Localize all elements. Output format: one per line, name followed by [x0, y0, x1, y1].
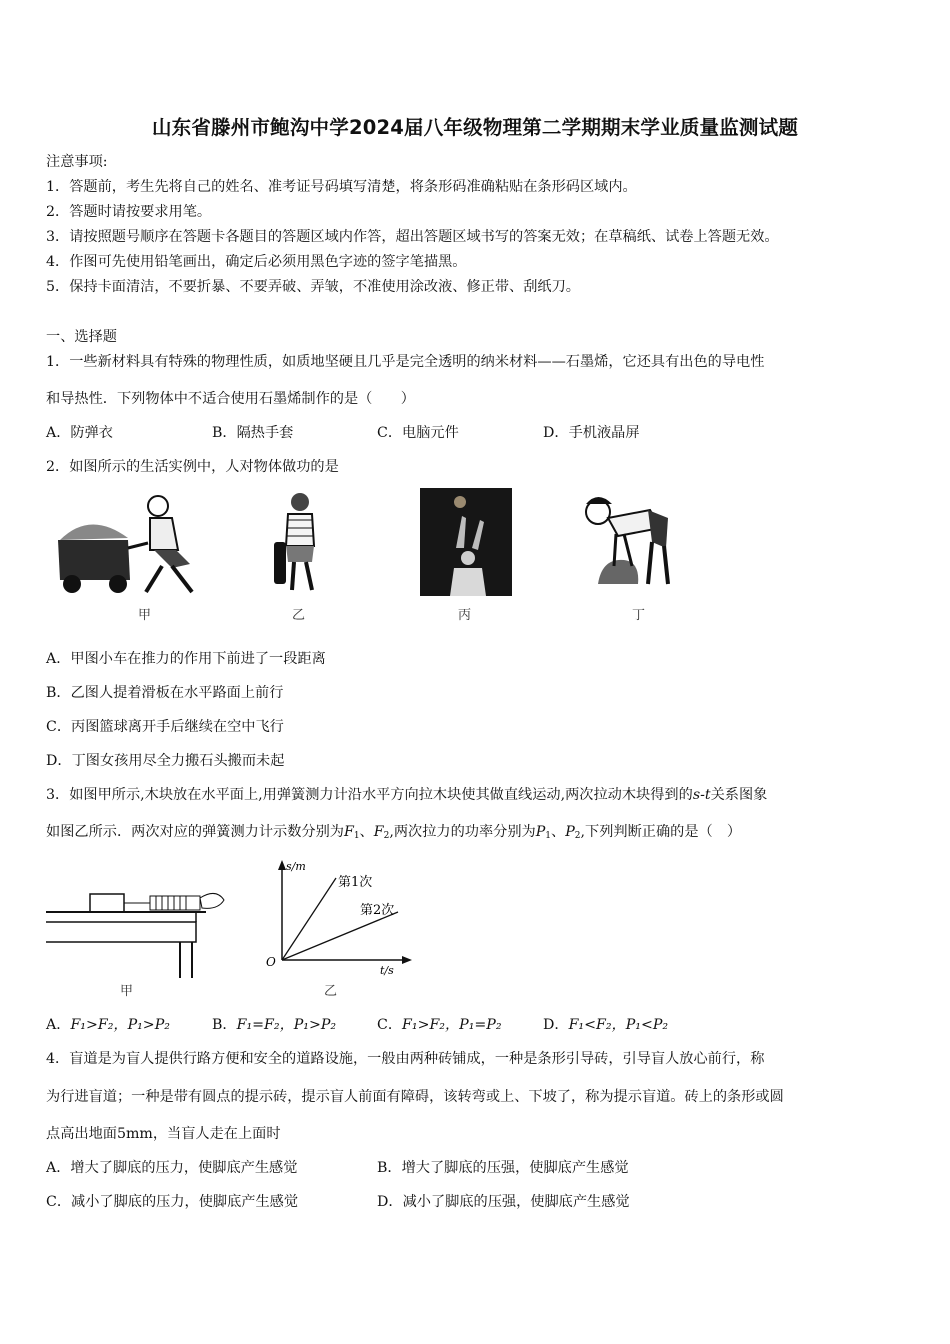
q3-stem-text: 关系图象	[710, 787, 768, 803]
q4-option-b[interactable]: B．增大了脚底的压强，使脚底产生感觉	[377, 1160, 629, 1176]
basketball-photo	[420, 488, 512, 596]
notice-item: 2．答题时请按要求用笔。	[46, 204, 212, 220]
q1-option-d[interactable]: D．手机液晶屏	[543, 425, 640, 441]
q2-stem: 2．如图所示的生活实例中，人对物体做功的是	[46, 459, 339, 475]
q2-option-a[interactable]: A．甲图小车在推力的作用下前进了一段距离	[46, 651, 326, 667]
q3-subscript: 1	[545, 831, 552, 841]
q3-stem-text: 两次拉力的功率分别为	[393, 824, 536, 840]
y-axis-label: s/m	[286, 860, 306, 873]
notice-heading: 注意事项:	[46, 154, 108, 170]
q4-option-d[interactable]: D．减小了脚底的压强，使脚底产生感觉	[377, 1194, 630, 1210]
q3-st-symbol: s-t	[692, 787, 711, 803]
option-text: F₁>F₂，P₁=P₂	[402, 1017, 502, 1033]
q4-stem-line1: 4．盲道是为盲人提供行路方便和安全的道路设施，一般由两种砖铺成，一种是条形引导砖，引导盲人放心前行，称	[46, 1051, 765, 1067]
q3-option-a[interactable]	[46, 1016, 170, 1034]
origin-label: O	[266, 955, 276, 969]
q3-stem-text: 如图乙所示．两次对应的弹簧测力计示数分别为	[46, 824, 344, 840]
q1-stem-line2: 和导热性．下列物体中不适合使用石墨烯制作的是（ ）	[46, 391, 415, 407]
q3-subscript: 1	[353, 831, 360, 841]
option-letter: B．	[212, 1017, 237, 1033]
notice-item: 5．保持卡面清洁，不要折暴、不要弄破、弄皱，不准使用涂改液、修正带、刮纸刀。	[46, 279, 580, 295]
q3-subscript: 2	[383, 831, 390, 841]
girl-lifting-stone-illustration	[568, 488, 678, 596]
q3-option-b[interactable]	[212, 1016, 336, 1034]
y-axis-arrow	[278, 860, 286, 870]
q2-caption-ding: 丁	[632, 608, 646, 623]
x-axis-label: t/s	[380, 964, 394, 976]
option-letter: A．	[46, 1017, 71, 1033]
series-line-2	[282, 912, 398, 960]
q2-caption-jia: 甲	[138, 608, 152, 623]
q4-option-a[interactable]: A．增大了脚底的压力，使脚底产生感觉	[46, 1160, 298, 1176]
q2-option-b[interactable]: B．乙图人提着滑板在水平路面上前行	[46, 685, 284, 701]
series-line-1	[282, 878, 336, 960]
section-heading: 一、选择题	[46, 329, 117, 345]
option-text: F₁>F₂，P₁>P₂	[70, 1017, 170, 1033]
q3-symbol: F	[373, 824, 384, 840]
q3-subscript: 2	[574, 831, 581, 841]
series-label-2: 第2次	[360, 903, 395, 918]
q2-caption-yi: 乙	[292, 608, 306, 623]
q1-option-c[interactable]: C．电脑元件	[377, 425, 459, 441]
q3-option-c[interactable]	[377, 1016, 502, 1034]
q3-symbol: P	[535, 824, 546, 840]
page-title: 山东省滕州市鲍沟中学2024届八年级物理第二学期期末学业质量监测试题	[151, 116, 799, 139]
q2-caption-bing: 丙	[458, 608, 472, 623]
q3-caption-yi: 乙	[324, 984, 338, 999]
skateboard-boy-illustration	[268, 490, 328, 598]
notice-item: 1．答题前，考生先将自己的姓名、准考证号码填写清楚，将条形码准确粘贴在条形码区域内。	[46, 179, 637, 195]
q1-stem-line1: 1．一些新材料具有特殊的物理性质，如质地坚硬且几乎是完全透明的纳米材料——石墨烯，它还具有出色的导电性	[46, 354, 765, 370]
q3-stem-text: 3．如图甲所示,木块放在水平面上,用弹簧测力计沿水平方向拉木块使其做直线运动,两次拉动木块得到的	[46, 787, 693, 803]
q2-option-c[interactable]: C．丙图篮球离开手后继续在空中飞行	[46, 719, 284, 735]
q4-stem-line2: 为行进盲道；一种是带有圆点的提示砖，提示盲人前面有障碍，该转弯或上、下坡了，称为提示盲道。砖上的条形或圆	[46, 1089, 784, 1105]
q3-stem-line1	[46, 786, 767, 804]
q1-option-a[interactable]: A．防弹衣	[46, 425, 113, 441]
option-letter: D．	[543, 1017, 569, 1033]
notice-item: 4．作图可先使用铅笔画出，确定后必须用黑色字迹的签字笔描黑。	[46, 254, 467, 270]
option-text: F₁<F₂，P₁<P₂	[568, 1017, 669, 1033]
option-text: F₁=F₂，P₁>P₂	[236, 1017, 337, 1033]
series-label-1: 第1次	[338, 875, 373, 890]
option-letter: C．	[377, 1017, 403, 1033]
q3-symbol: P	[565, 824, 575, 840]
q3-sep: 、	[359, 824, 374, 840]
notice-item: 3．请按照题号顺序在答题卡各题目的答题区域内作答，超出答题区域书写的答案无效；在草稿纸、试卷上答题无效。	[46, 229, 779, 245]
q3-symbol: F	[343, 824, 354, 840]
q3-option-d[interactable]	[543, 1016, 668, 1034]
x-axis-arrow	[402, 956, 412, 964]
q4-option-c[interactable]: C．减小了脚底的压力，使脚底产生感觉	[46, 1194, 299, 1210]
q3-stem-line2	[46, 823, 741, 845]
q2-option-d[interactable]: D．丁图女孩用尽全力搬石头搬而未起	[46, 753, 285, 769]
q1-option-b[interactable]: B．隔热手套	[212, 425, 294, 441]
cart-push-illustration	[50, 488, 210, 598]
q3-comma: ,	[389, 824, 394, 840]
q3-sep: 、	[551, 824, 566, 840]
q4-stem-line3: 点高出地面5mm，当盲人走在上面时	[46, 1126, 281, 1142]
q3-stem-text: 下列判断正确的是（ ）	[585, 824, 742, 840]
block-table-illustration	[46, 880, 236, 980]
q3-comma: ,	[580, 824, 586, 840]
q3-caption-jia: 甲	[120, 984, 134, 999]
st-graph	[258, 856, 418, 976]
